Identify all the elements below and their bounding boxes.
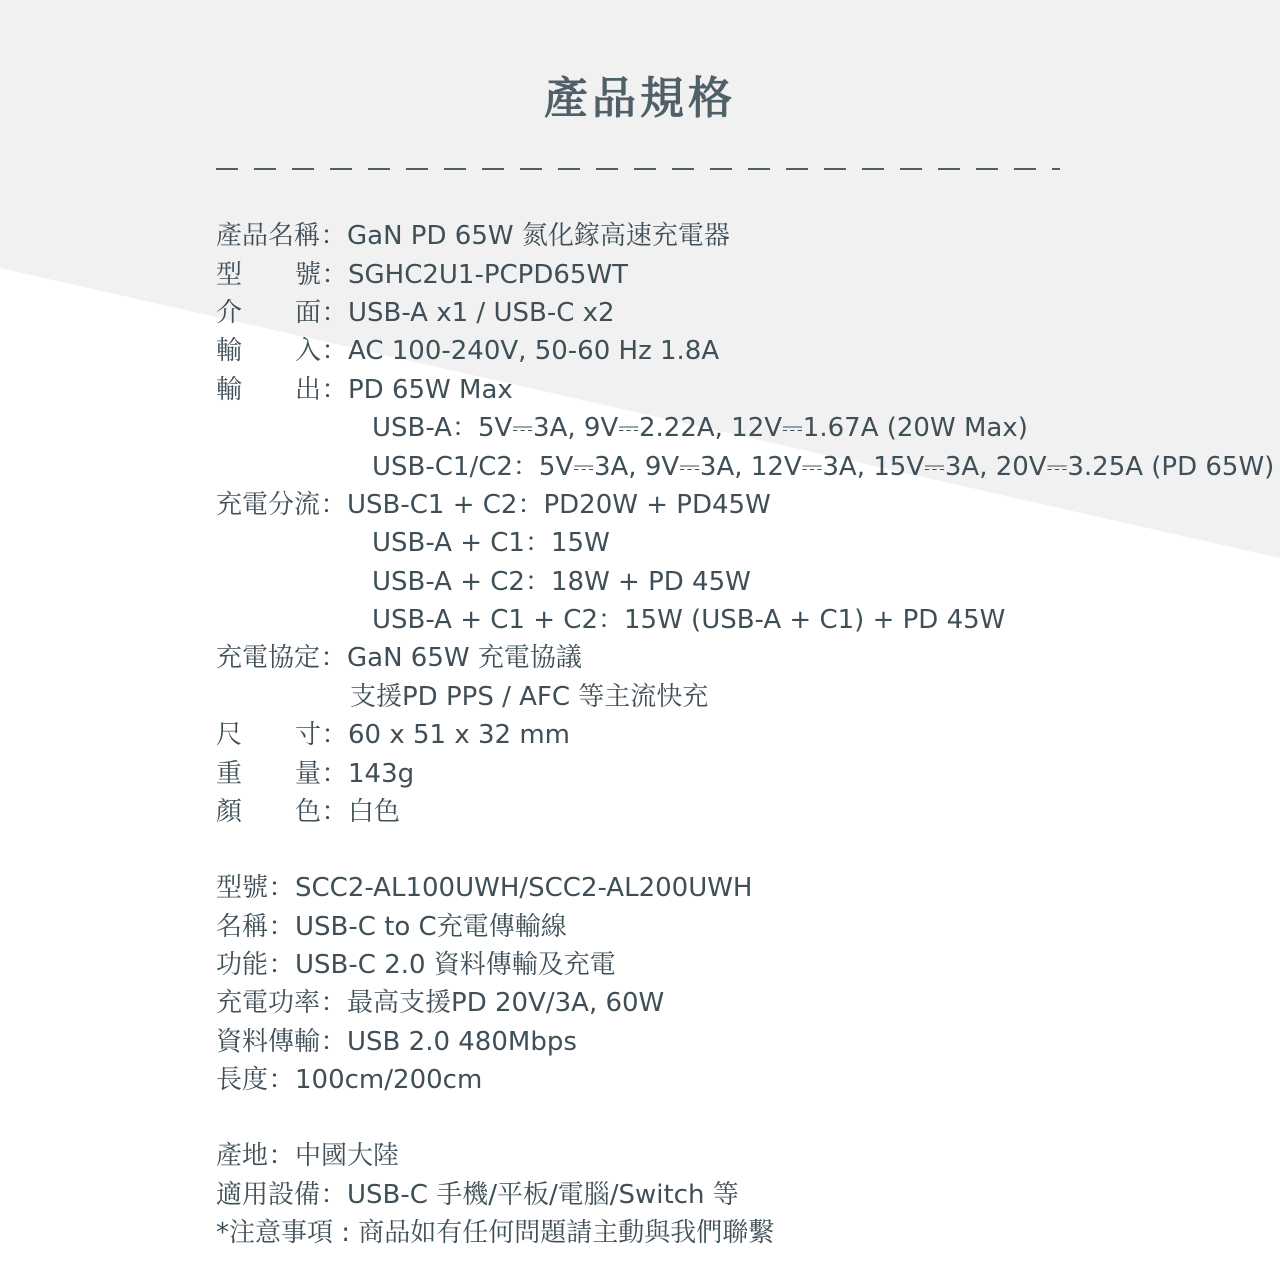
- spec-label: 適用設備: [216, 1179, 321, 1210]
- cable-row-name: 名稱 ： USB-C to C充電傳輸線: [216, 907, 752, 945]
- spec-label: 型 號: [216, 259, 321, 290]
- spec-label: 輸 出: [216, 374, 321, 405]
- spec-value: 60 x 51 x 32 mm: [348, 720, 571, 751]
- origin-row: 產地 ： 中國大陸: [216, 1137, 774, 1175]
- spec-row-weight: 重 量 ： 143g: [216, 754, 1274, 792]
- spec-value: PD 65W Max: [348, 374, 513, 405]
- spec-label: 名稱: [216, 911, 269, 942]
- cable-row-power: 充電功率 ： 最高支援PD 20V/3A, 60W: [216, 984, 752, 1022]
- spec-label: 長度: [216, 1065, 269, 1096]
- spec-value: 100cm/200cm: [295, 1065, 483, 1096]
- dashed-divider: [216, 166, 1060, 172]
- spec-label: 介 面: [216, 297, 321, 328]
- spec-row-output: 輸 出 ： PD 65W Max: [216, 371, 1274, 409]
- spec-row-input: 輸 入 ： AC 100-240V, 50-60 Hz 1.8A: [216, 332, 1274, 370]
- spec-label: 型號: [216, 873, 269, 904]
- spec-value: SCC2-AL100UWH/SCC2-AL200UWH: [295, 873, 753, 904]
- spec-label: 充電協定: [216, 643, 321, 674]
- spec-value: GaN PD 65W 氮化鎵高速充電器: [347, 221, 730, 252]
- spec-value: GaN 65W 充電協議: [347, 643, 582, 674]
- spec-row-interface: 介 面 ： USB-A x1 / USB-C x2: [216, 294, 1274, 332]
- spec-value: 最高支援PD 20V/3A, 60W: [347, 988, 665, 1019]
- split-line: USB-A + C1 + C2：15W (USB-A + C1) + PD 45W: [372, 605, 1006, 636]
- spec-value: USB-C to C充電傳輸線: [295, 911, 567, 942]
- output-line-usb-c: USB-C1/C2：5V⎓3A, 9V⎓3A, 12V⎓3A, 15V⎓3A, 20V⎓3.25A (PD 65W): [372, 451, 1275, 482]
- split-line: USB-A + C1：15W: [372, 528, 610, 559]
- spec-value: SGHC2U1-PCPD65WT: [348, 259, 629, 290]
- spec-row-color: 顏 色 ： 白色: [216, 793, 1274, 831]
- spec-label: 產品名稱: [216, 221, 321, 252]
- spec-value: USB 2.0 480Mbps: [347, 1026, 577, 1057]
- protocol-extra: 支援PD PPS / AFC 等主流快充: [350, 681, 709, 712]
- spec-value: AC 100-240V, 50-60 Hz 1.8A: [348, 336, 720, 367]
- spec-row-protocol: 充電協定 ： GaN 65W 充電協議: [216, 639, 1274, 677]
- note-row: *注意事項 : 商品如有任何問題請主動與我們聯繫: [216, 1217, 775, 1248]
- spec-value: 143g: [348, 758, 415, 789]
- cable-row-length: 長度 ： 100cm/200cm: [216, 1061, 752, 1099]
- devices-row: 適用設備 ： USB-C 手機/平板/電腦/Switch 等: [216, 1175, 774, 1213]
- misc-info: [216, 1137, 774, 1252]
- spec-label: 資料傳輸: [216, 1026, 321, 1057]
- spec-value: 白色: [348, 797, 401, 828]
- spec-label: 輸 入: [216, 336, 321, 367]
- spec-value: 中國大陸: [295, 1141, 400, 1172]
- spec-label: 充電分流: [216, 489, 321, 520]
- spec-value: USB-A x1 / USB-C x2: [348, 297, 615, 328]
- spec-value: USB-C 2.0 資料傳輸及充電: [295, 949, 616, 980]
- spec-label: 產地: [216, 1141, 269, 1172]
- spec-value: USB-C1 + C2：PD20W + PD45W: [347, 489, 771, 520]
- page-title: 產品規格: [544, 73, 736, 124]
- spec-label: 充電功率: [216, 988, 321, 1019]
- cable-row-data: 資料傳輸 ： USB 2.0 480Mbps: [216, 1023, 752, 1061]
- cable-spec: [216, 869, 752, 1099]
- cable-row-model: 型號 ： SCC2-AL100UWH/SCC2-AL200UWH: [216, 869, 752, 907]
- spec-row-model: 型 號 ： SGHC2U1-PCPD65WT: [216, 255, 1274, 293]
- spec-row-size: 尺 寸 ： 60 x 51 x 32 mm: [216, 716, 1274, 754]
- spec-row-split: 充電分流 ： USB-C1 + C2：PD20W + PD45W: [216, 486, 1274, 524]
- spec-row-name: 產品名稱 ： GaN PD 65W 氮化鎵高速充電器: [216, 217, 1274, 255]
- split-line: USB-A + C2：18W + PD 45W: [372, 566, 751, 597]
- charger-spec: [216, 217, 1274, 831]
- spec-label: 功能: [216, 949, 269, 980]
- spec-label: 重 量: [216, 758, 321, 789]
- output-line-usb-a: USB-A：5V⎓3A, 9V⎓2.22A, 12V⎓1.67A (20W Max): [372, 413, 1028, 444]
- spec-label: 顏 色: [216, 797, 321, 828]
- spec-value: USB-C 手機/平板/電腦/Switch 等: [347, 1179, 739, 1210]
- cable-row-function: 功能 ： USB-C 2.0 資料傳輸及充電: [216, 946, 752, 984]
- spec-label: 尺 寸: [216, 720, 321, 751]
